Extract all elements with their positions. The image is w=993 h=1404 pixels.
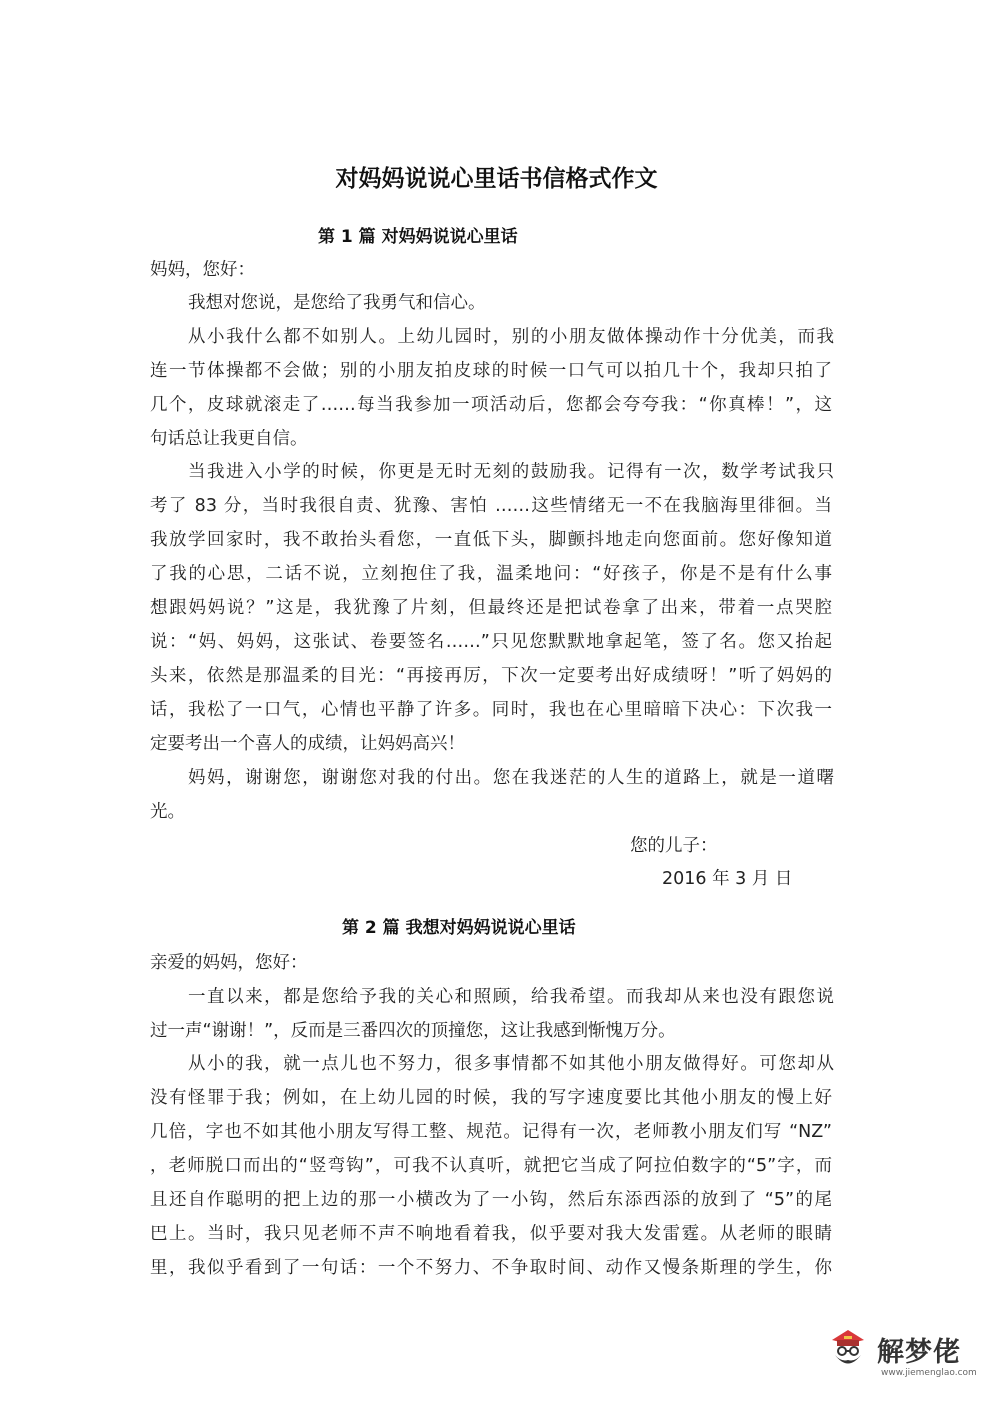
article-1-greeting: 妈妈，您好：: [150, 260, 255, 280]
article-1-line: 考了 83 分，当时我很自责、犹豫、害怕 ……这些情绪无一不在我脑海里徘徊。当: [150, 496, 832, 516]
article-1-date: 2016 年 3 月 日: [662, 869, 793, 889]
site-watermark: [825, 1326, 975, 1386]
article-2-line: 几倍，字也不如其他小朋友写得工整、规范。记得有一次，老师教小朋友们写 “NZ”: [150, 1122, 832, 1142]
article-1-signature: 您的儿子：: [630, 836, 718, 856]
article-1-line: 连一节体操都不会做；别的小朋友拍皮球的时候一口气可以拍几十个，我却只拍了: [150, 361, 832, 381]
watermark-site-url: www.jiemenglao.com: [881, 1368, 977, 1378]
article-1-line: 话，我松了一口气，心情也平静了许多。同时，我也在心里暗暗下决心：下次我一: [150, 700, 832, 720]
article-1-line: 从小我什么都不如别人。上幼儿园时，别的小朋友做体操动作十分优美，而我: [188, 327, 834, 347]
article-2-greeting: 亲爱的妈妈，您好：: [150, 953, 308, 973]
article-2-line: 从小的我，就一点儿也不努力，很多事情都不如其他小朋友做得好。可您却从: [188, 1054, 834, 1074]
document-title: 对妈妈说说心里话书信格式作文: [335, 165, 658, 192]
article-1-line: 想跟妈妈说？”这是，我犹豫了片刻，但最终还是把试卷拿了出来，带着一点哭腔: [150, 598, 832, 618]
article-2-line: 一直以来，都是您给予我的关心和照顾，给我希望。而我却从来也没有跟您说: [188, 987, 834, 1007]
article-1-line: 当我进入小学的时候，你更是无时无刻的鼓励我。记得有一次，数学考试我只: [188, 462, 834, 482]
bearded-face-logo-icon: [825, 1326, 871, 1372]
article-2-line: ，老师脱口而出的“竖弯钩”，可我不认真听，就把它当成了阿拉伯数字的“5”字，而: [150, 1156, 832, 1176]
article-1-line: 了我的心思，二话不说，立刻抱住了我，温柔地问：“好孩子，你是不是有什么事: [150, 564, 832, 584]
article-1-line: 句话总让我更自信。: [150, 429, 308, 449]
article-1-heading: 第 1 篇 对妈妈说说心里话: [318, 227, 518, 247]
article-1-line: 几个，皮球就滚走了……每当我参加一项活动后，您都会夸夸我：“你真棒！”，这: [150, 395, 832, 415]
article-2-line: 且还自作聪明的把上边的那一小横改为了一小钩，然后东添西添的放到了 “5”的尾: [150, 1190, 832, 1210]
article-1-line: 光。: [150, 802, 185, 822]
article-1-line: 妈妈，谢谢您，谢谢您对我的付出。您在我迷茫的人生的道路上，就是一道曙: [188, 768, 834, 788]
watermark-site-name: 解梦佬: [877, 1337, 961, 1368]
article-1-line: 定要考出一个喜人的成绩，让妈妈高兴！: [150, 734, 465, 754]
article-1-line: 我想对您说，是您给了我勇气和信心。: [188, 293, 486, 313]
article-2-line: 过一声“谢谢！”，反而是三番四次的顶撞您，这让我感到惭愧万分。: [150, 1021, 676, 1041]
article-1-line: 说：“妈、妈妈，这张试、卷要签名……”只见您默默地拿起笔，签了名。您又抬起: [150, 632, 832, 652]
article-1-line: 头来，依然是那温柔的目光：“再接再厉，下次一定要考出好成绩呀！”听了妈妈的: [150, 666, 832, 686]
article-2-line: 里，我似乎看到了一句话：一个不努力、不争取时间、动作又慢条斯理的学生，你: [150, 1258, 832, 1278]
article-2-heading: 第 2 篇 我想对妈妈说说心里话: [342, 918, 576, 938]
article-1-line: 我放学回家时，我不敢抬头看您，一直低下头，脚颤抖地走向您面前。您好像知道: [150, 530, 832, 550]
article-2-line: 巴上。当时，我只见老师不声不响地看着我，似乎要对我大发雷霆。从老师的眼睛: [150, 1224, 832, 1244]
article-2-line: 没有怪罪于我；例如，在上幼儿园的时候，我的写字速度要比其他小朋友的慢上好: [150, 1088, 832, 1108]
